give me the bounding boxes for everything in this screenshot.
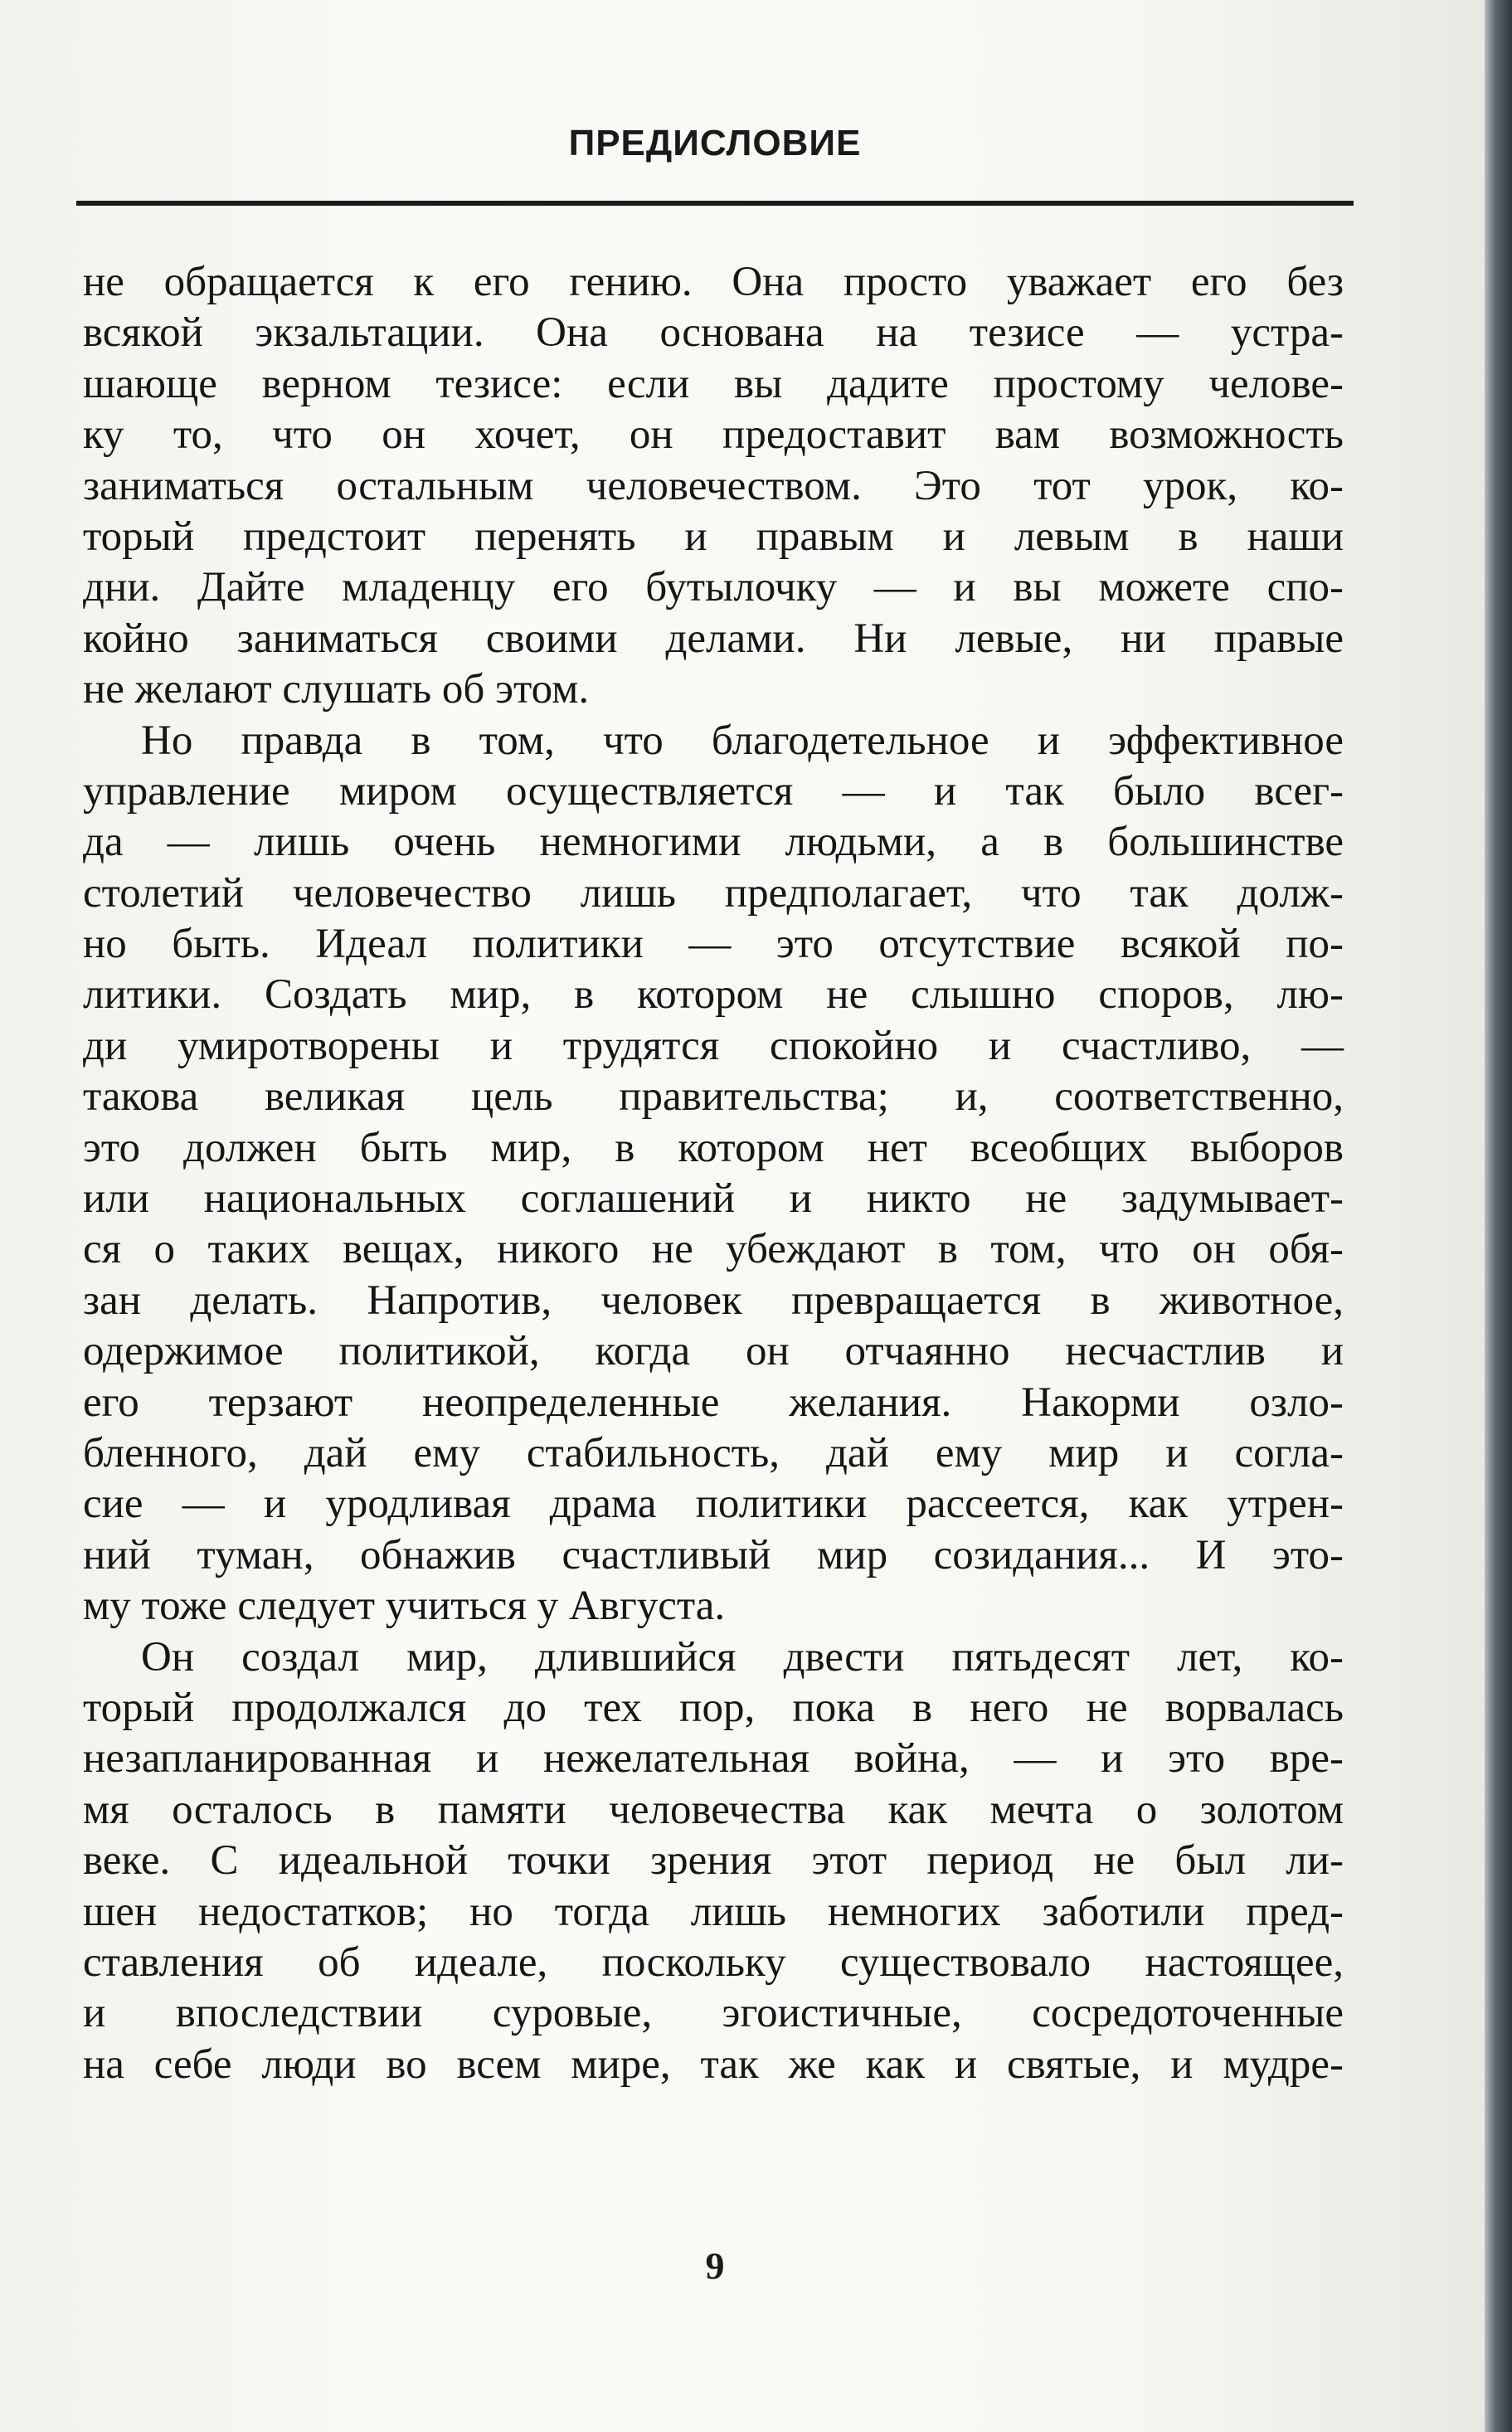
text-line: такова великая цель правительства; и, соответственно, xyxy=(83,1073,1344,1121)
text-line: мя осталось в памяти человечества как мечта о золотом xyxy=(83,1786,1344,1833)
text-line: столетий человечество лишь предполагает, что так долж- xyxy=(83,869,1344,917)
text-line: или национальных соглашений и никто не задумывает- xyxy=(83,1175,1344,1223)
text-line: ся о таких вещах, никого не убеждают в том, что он обя- xyxy=(83,1226,1344,1273)
text-line: это должен быть мир, в котором нет всеобщих выборов xyxy=(83,1124,1344,1171)
text-line: ку то, что он хочет, он предоставит вам возможность xyxy=(83,411,1344,459)
text-line: незапланированная и нежелательная война, — и это вре- xyxy=(83,1735,1344,1783)
text-line: веке. С идеальной точки зрения этот период не был ли- xyxy=(83,1837,1344,1885)
text-line: торый продолжался до тех пор, пока в него не ворвалась xyxy=(83,1684,1344,1731)
text-line: шающе верном тезисе: если вы дадите простому челове- xyxy=(83,360,1344,407)
text-line: шен недостатков; но тогда лишь немногих заботили пред- xyxy=(83,1888,1344,1935)
text-line: но быть. Идеал политики — это отсутствие всякой по- xyxy=(83,921,1344,968)
page-edge-shadow xyxy=(1485,0,1512,2432)
text-line: му тоже следует учиться у Августа. xyxy=(83,1583,726,1630)
text-line: Но правда в том, что благодетельное и эффективное xyxy=(141,717,1344,764)
text-line: литики. Создать мир, в котором не слышно споров, лю- xyxy=(83,971,1344,1019)
text-line: всякой экзальтации. Она основана на тезисе — устра- xyxy=(83,309,1344,357)
text-line: ний туман, обнажив счастливый мир созидания... И это- xyxy=(83,1531,1344,1578)
text-line: торый предстоит перенять и правым и левым в наши xyxy=(83,513,1344,560)
text-line: койно заниматься своими делами. Ни левые, ни правые xyxy=(83,615,1344,662)
text-line: да — лишь очень немногими людьми, а в большинстве xyxy=(83,819,1344,866)
text-line: управление миром осуществляется — и так было всег- xyxy=(83,767,1344,815)
text-line: бленного, дай ему стабильность, дай ему мир и согла- xyxy=(83,1429,1344,1476)
text-line: зан делать. Напротив, человек превращается в животное, xyxy=(83,1277,1344,1324)
text-line: не обращается к его гению. Она просто уважает его без xyxy=(83,259,1344,305)
body-text xyxy=(83,257,1344,2090)
text-line: дни. Дайте младенцу его бутылочку — и вы можете спо- xyxy=(83,564,1344,611)
text-line: Он создал мир, длившийся двести пятьдесят лет, ко- xyxy=(141,1633,1344,1681)
text-line: сие — и уродливая драма политики рассеется, как утрен- xyxy=(83,1481,1344,1528)
text-line: ставления об идеале, поскольку существовало настоящее, xyxy=(83,1938,1344,1986)
text-line: ди умиротворены и трудятся спокойно и счастливо, — xyxy=(83,1022,1344,1069)
text-line: не желают слушать об этом. xyxy=(83,666,590,713)
text-line: и впоследствии суровые, эгоистичные, сосредоточенные xyxy=(83,1990,1344,2037)
running-head: ПРЕДИСЛОВИЕ xyxy=(568,123,862,163)
text-line: заниматься остальным человечеством. Это тот урок, ко- xyxy=(83,462,1344,509)
text-line: его терзают неопределенные желания. Накорми озло- xyxy=(83,1379,1344,1426)
text-line: одержимое политикой, когда он отчаянно несчастлив и xyxy=(83,1328,1344,1375)
page-number: 9 xyxy=(705,2245,725,2287)
text-line: на себе люди во всем мире, так же как и святые, и мудре- xyxy=(83,2040,1344,2088)
header-rule xyxy=(76,201,1354,206)
